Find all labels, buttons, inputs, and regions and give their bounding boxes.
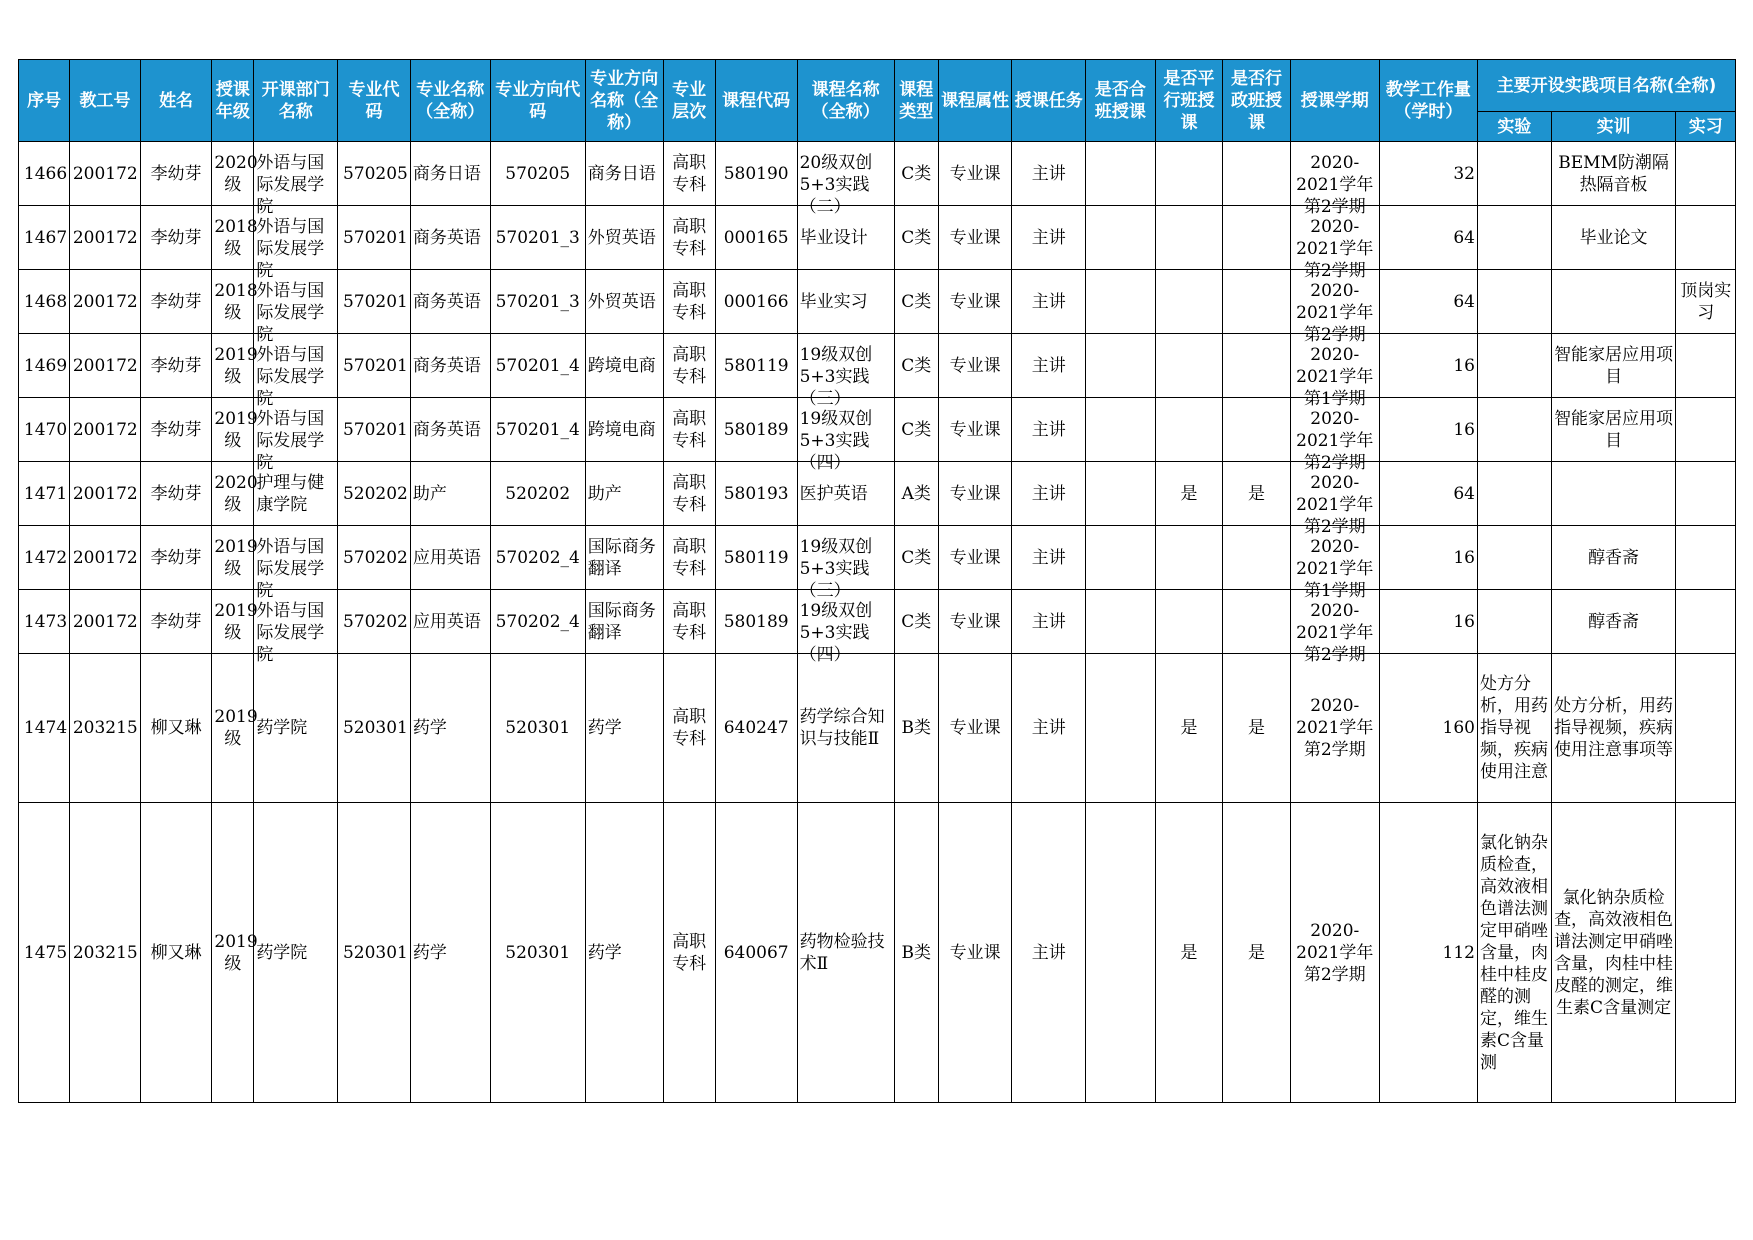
cell-course-type: B类 xyxy=(894,803,938,1103)
cell-grade: 2019级 xyxy=(212,526,254,590)
cell-name: 李幼芽 xyxy=(140,334,212,398)
cell-internship xyxy=(1676,206,1736,270)
cell-course-name: 19级双创5+3实践（三） xyxy=(797,526,894,590)
cell-dir-name: 跨境电商 xyxy=(585,398,663,462)
cell-level: 高职专科 xyxy=(663,526,715,590)
cell-major-code: 570201 xyxy=(338,334,411,398)
cell-level: 高职专科 xyxy=(663,206,715,270)
cell-level: 高职专科 xyxy=(663,334,715,398)
course-practice-table xyxy=(18,59,1736,1103)
cell-level: 高职专科 xyxy=(663,654,715,803)
cell-major-name: 商务英语 xyxy=(410,398,490,462)
cell-term: 2020-2021学年第2学期 xyxy=(1290,654,1379,803)
cell-seq: 1473 xyxy=(19,590,70,654)
cell-task: 主讲 xyxy=(1012,270,1086,334)
cell-dept: 外语与国际发展学院 xyxy=(254,206,338,270)
cell-admin-class: 是 xyxy=(1223,654,1291,803)
cell-dir-code: 570201_3 xyxy=(490,206,585,270)
cell-course-attr: 专业课 xyxy=(938,654,1012,803)
cell-level: 高职专科 xyxy=(663,270,715,334)
cell-admin-class xyxy=(1223,206,1291,270)
cell-major-code: 570202 xyxy=(338,590,411,654)
cell-merged xyxy=(1086,803,1156,1103)
cell-major-code: 520301 xyxy=(338,803,411,1103)
header-staff-id: 教工号 xyxy=(70,60,141,142)
cell-merged xyxy=(1086,142,1156,206)
cell-dir-code: 570205 xyxy=(490,142,585,206)
cell-training: 智能家居应用项目 xyxy=(1551,398,1676,462)
cell-course-code: 640247 xyxy=(715,654,797,803)
cell-major-code: 570201 xyxy=(338,270,411,334)
cell-merged xyxy=(1086,526,1156,590)
cell-internship xyxy=(1676,590,1736,654)
cell-training xyxy=(1551,462,1676,526)
header-term: 授课学期 xyxy=(1290,60,1379,142)
cell-parallel xyxy=(1155,526,1223,590)
cell-major-code: 570201 xyxy=(338,398,411,462)
cell-major-name: 商务英语 xyxy=(410,334,490,398)
cell-staff-id: 200172 xyxy=(70,206,141,270)
cell-dir-name: 药学 xyxy=(585,654,663,803)
cell-staff-id: 200172 xyxy=(70,270,141,334)
cell-dir-name: 药学 xyxy=(585,803,663,1103)
cell-training: BEMM防潮隔热隔音板 xyxy=(1551,142,1676,206)
cell-merged xyxy=(1086,334,1156,398)
header-parallel: 是否平行班授课 xyxy=(1155,60,1223,142)
header-task: 授课任务 xyxy=(1012,60,1086,142)
table-body xyxy=(19,142,1736,1103)
cell-training: 氯化钠杂质检查，高效液相色谱法测定甲硝唑含量，肉桂中桂皮醛的测定，维生素C含量测定 xyxy=(1551,803,1676,1103)
cell-term: 2020-2021学年第1学期 xyxy=(1290,526,1379,590)
cell-dir-code: 520301 xyxy=(490,803,585,1103)
cell-course-type: C类 xyxy=(894,526,938,590)
cell-parallel xyxy=(1155,270,1223,334)
table-row xyxy=(19,803,1736,1103)
cell-training: 醇香斋 xyxy=(1551,526,1676,590)
cell-course-attr: 专业课 xyxy=(938,334,1012,398)
cell-staff-id: 200172 xyxy=(70,462,141,526)
table-row xyxy=(19,590,1736,654)
table-row xyxy=(19,206,1736,270)
cell-workload: 64 xyxy=(1379,270,1477,334)
header-seq: 序号 xyxy=(19,60,70,142)
cell-dir-code: 520301 xyxy=(490,654,585,803)
cell-level: 高职专科 xyxy=(663,142,715,206)
header-name: 姓名 xyxy=(140,60,212,142)
table-row xyxy=(19,462,1736,526)
cell-course-code: 000165 xyxy=(715,206,797,270)
cell-training: 醇香斋 xyxy=(1551,590,1676,654)
cell-course-name: 药学综合知识与技能Ⅱ xyxy=(797,654,894,803)
cell-internship xyxy=(1676,398,1736,462)
cell-parallel: 是 xyxy=(1155,654,1223,803)
cell-task: 主讲 xyxy=(1012,206,1086,270)
cell-task: 主讲 xyxy=(1012,526,1086,590)
cell-course-type: A类 xyxy=(894,462,938,526)
cell-merged xyxy=(1086,398,1156,462)
cell-parallel xyxy=(1155,398,1223,462)
cell-grade: 2020级 xyxy=(212,142,254,206)
cell-course-type: C类 xyxy=(894,142,938,206)
cell-name: 李幼芽 xyxy=(140,590,212,654)
cell-level: 高职专科 xyxy=(663,462,715,526)
cell-experiment xyxy=(1477,270,1551,334)
cell-experiment xyxy=(1477,590,1551,654)
cell-task: 主讲 xyxy=(1012,398,1086,462)
table-row xyxy=(19,398,1736,462)
header-course-name: 课程名称（全称） xyxy=(797,60,894,142)
cell-dir-name: 助产 xyxy=(585,462,663,526)
cell-parallel xyxy=(1155,206,1223,270)
header-major-name: 专业名称（全称） xyxy=(410,60,490,142)
cell-experiment xyxy=(1477,142,1551,206)
cell-seq: 1469 xyxy=(19,334,70,398)
cell-parallel xyxy=(1155,590,1223,654)
cell-level: 高职专科 xyxy=(663,398,715,462)
cell-major-code: 570201 xyxy=(338,206,411,270)
cell-internship xyxy=(1676,334,1736,398)
cell-workload: 16 xyxy=(1379,334,1477,398)
header-grade: 授课年级 xyxy=(212,60,254,142)
header-dir-name: 专业方向名称（全称） xyxy=(585,60,663,142)
cell-seq: 1474 xyxy=(19,654,70,803)
cell-dir-code: 570202_4 xyxy=(490,526,585,590)
cell-admin-class xyxy=(1223,526,1291,590)
cell-workload: 32 xyxy=(1379,142,1477,206)
cell-dept: 药学院 xyxy=(254,803,338,1103)
cell-workload: 112 xyxy=(1379,803,1477,1103)
table-row xyxy=(19,654,1736,803)
cell-major-code: 520202 xyxy=(338,462,411,526)
cell-dir-name: 国际商务翻译 xyxy=(585,590,663,654)
cell-training: 毕业论文 xyxy=(1551,206,1676,270)
cell-major-code: 570202 xyxy=(338,526,411,590)
cell-staff-id: 200172 xyxy=(70,526,141,590)
cell-course-name: 毕业设计 xyxy=(797,206,894,270)
cell-dir-code: 570201_4 xyxy=(490,334,585,398)
cell-dept: 外语与国际发展学院 xyxy=(254,142,338,206)
cell-grade: 2019级 xyxy=(212,803,254,1103)
cell-workload: 64 xyxy=(1379,462,1477,526)
cell-seq: 1470 xyxy=(19,398,70,462)
cell-workload: 16 xyxy=(1379,398,1477,462)
cell-workload: 64 xyxy=(1379,206,1477,270)
cell-experiment xyxy=(1477,462,1551,526)
cell-task: 主讲 xyxy=(1012,654,1086,803)
cell-workload: 16 xyxy=(1379,526,1477,590)
header-dir-code: 专业方向代码 xyxy=(490,60,585,142)
cell-dir-name: 外贸英语 xyxy=(585,206,663,270)
header-dept: 开课部门名称 xyxy=(254,60,338,142)
cell-training xyxy=(1551,270,1676,334)
table-header xyxy=(19,60,1736,142)
cell-course-name: 19级双创5+3实践（四） xyxy=(797,398,894,462)
cell-training: 智能家居应用项目 xyxy=(1551,334,1676,398)
cell-course-name: 19级双创5+3实践（四） xyxy=(797,590,894,654)
table-row xyxy=(19,334,1736,398)
cell-parallel xyxy=(1155,334,1223,398)
cell-term: 2020-2021学年第2学期 xyxy=(1290,270,1379,334)
cell-major-name: 商务英语 xyxy=(410,206,490,270)
cell-major-name: 应用英语 xyxy=(410,590,490,654)
cell-internship xyxy=(1676,526,1736,590)
cell-dir-code: 570201_4 xyxy=(490,398,585,462)
cell-major-name: 应用英语 xyxy=(410,526,490,590)
cell-internship: 顶岗实习 xyxy=(1676,270,1736,334)
cell-course-type: C类 xyxy=(894,398,938,462)
cell-dept: 药学院 xyxy=(254,654,338,803)
cell-course-name: 19级双创5+3实践（三） xyxy=(797,334,894,398)
cell-task: 主讲 xyxy=(1012,590,1086,654)
cell-term: 2020-2021学年第2学期 xyxy=(1290,590,1379,654)
cell-major-name: 商务日语 xyxy=(410,142,490,206)
cell-merged xyxy=(1086,654,1156,803)
cell-grade: 2018级 xyxy=(212,270,254,334)
cell-major-name: 药学 xyxy=(410,654,490,803)
cell-name: 李幼芽 xyxy=(140,462,212,526)
cell-course-code: 000166 xyxy=(715,270,797,334)
cell-course-name: 医护英语 xyxy=(797,462,894,526)
cell-name: 李幼芽 xyxy=(140,526,212,590)
header-internship: 实习 xyxy=(1676,112,1736,142)
cell-course-code: 580119 xyxy=(715,334,797,398)
cell-name: 李幼芽 xyxy=(140,398,212,462)
cell-merged xyxy=(1086,590,1156,654)
cell-staff-id: 203215 xyxy=(70,654,141,803)
cell-staff-id: 200172 xyxy=(70,398,141,462)
cell-grade: 2019级 xyxy=(212,590,254,654)
cell-training: 处方分析，用药指导视频，疾病使用注意事项等 xyxy=(1551,654,1676,803)
cell-name: 李幼芽 xyxy=(140,270,212,334)
cell-course-code: 580189 xyxy=(715,590,797,654)
cell-experiment xyxy=(1477,206,1551,270)
cell-seq: 1475 xyxy=(19,803,70,1103)
cell-task: 主讲 xyxy=(1012,462,1086,526)
cell-staff-id: 200172 xyxy=(70,334,141,398)
cell-dept: 外语与国际发展学院 xyxy=(254,526,338,590)
cell-course-type: C类 xyxy=(894,206,938,270)
cell-experiment xyxy=(1477,398,1551,462)
cell-dir-code: 570201_3 xyxy=(490,270,585,334)
cell-dir-code: 520202 xyxy=(490,462,585,526)
cell-level: 高职专科 xyxy=(663,590,715,654)
cell-seq: 1472 xyxy=(19,526,70,590)
cell-term: 2020-2021学年第2学期 xyxy=(1290,398,1379,462)
cell-workload: 16 xyxy=(1379,590,1477,654)
cell-staff-id: 203215 xyxy=(70,803,141,1103)
cell-grade: 2018级 xyxy=(212,206,254,270)
cell-course-code: 580189 xyxy=(715,398,797,462)
header-training: 实训 xyxy=(1551,112,1676,142)
cell-grade: 2019级 xyxy=(212,654,254,803)
cell-course-name: 毕业实习 xyxy=(797,270,894,334)
cell-experiment: 氯化钠杂质检查，高效液相色谱法测定甲硝唑含量，肉桂中桂皮醛的测定，维生素C含量测 xyxy=(1477,803,1551,1103)
cell-course-code: 580190 xyxy=(715,142,797,206)
table-row xyxy=(19,270,1736,334)
cell-parallel: 是 xyxy=(1155,462,1223,526)
cell-course-attr: 专业课 xyxy=(938,142,1012,206)
cell-internship xyxy=(1676,654,1736,803)
cell-course-type: C类 xyxy=(894,590,938,654)
table-row xyxy=(19,526,1736,590)
cell-parallel: 是 xyxy=(1155,803,1223,1103)
cell-course-code: 580193 xyxy=(715,462,797,526)
cell-admin-class xyxy=(1223,590,1291,654)
header-merged: 是否合班授课 xyxy=(1086,60,1156,142)
cell-dir-code: 570202_4 xyxy=(490,590,585,654)
table-row xyxy=(19,142,1736,206)
header-course-type: 课程类型 xyxy=(894,60,938,142)
cell-term: 2020-2021学年第2学期 xyxy=(1290,142,1379,206)
cell-dir-name: 外贸英语 xyxy=(585,270,663,334)
cell-term: 2020-2021学年第1学期 xyxy=(1290,334,1379,398)
cell-admin-class xyxy=(1223,334,1291,398)
cell-grade: 2019级 xyxy=(212,334,254,398)
cell-dir-name: 国际商务翻译 xyxy=(585,526,663,590)
cell-name: 柳又琳 xyxy=(140,654,212,803)
cell-major-name: 助产 xyxy=(410,462,490,526)
cell-name: 柳又琳 xyxy=(140,803,212,1103)
cell-major-code: 520301 xyxy=(338,654,411,803)
cell-merged xyxy=(1086,206,1156,270)
cell-level: 高职专科 xyxy=(663,803,715,1103)
cell-course-attr: 专业课 xyxy=(938,526,1012,590)
header-workload: 教学工作量（学时） xyxy=(1379,60,1477,142)
cell-course-name: 20级双创5+3实践（二） xyxy=(797,142,894,206)
cell-workload: 160 xyxy=(1379,654,1477,803)
header-course-code: 课程代码 xyxy=(715,60,797,142)
cell-admin-class: 是 xyxy=(1223,803,1291,1103)
cell-major-code: 570205 xyxy=(338,142,411,206)
cell-merged xyxy=(1086,270,1156,334)
cell-course-type: B类 xyxy=(894,654,938,803)
header-experiment: 实验 xyxy=(1477,112,1551,142)
cell-term: 2020-2021学年第2学期 xyxy=(1290,462,1379,526)
cell-admin-class: 是 xyxy=(1223,462,1291,526)
cell-experiment xyxy=(1477,526,1551,590)
cell-admin-class xyxy=(1223,142,1291,206)
cell-dept: 外语与国际发展学院 xyxy=(254,398,338,462)
cell-dir-name: 商务日语 xyxy=(585,142,663,206)
cell-dept: 外语与国际发展学院 xyxy=(254,334,338,398)
cell-course-attr: 专业课 xyxy=(938,590,1012,654)
cell-internship xyxy=(1676,803,1736,1103)
cell-admin-class xyxy=(1223,270,1291,334)
cell-name: 李幼芽 xyxy=(140,142,212,206)
cell-course-code: 580119 xyxy=(715,526,797,590)
cell-task: 主讲 xyxy=(1012,803,1086,1103)
cell-parallel xyxy=(1155,142,1223,206)
header-major-code: 专业代码 xyxy=(338,60,411,142)
cell-course-type: C类 xyxy=(894,270,938,334)
cell-major-name: 药学 xyxy=(410,803,490,1103)
cell-grade: 2020级 xyxy=(212,462,254,526)
cell-seq: 1468 xyxy=(19,270,70,334)
cell-course-name: 药物检验技术Ⅱ xyxy=(797,803,894,1103)
cell-task: 主讲 xyxy=(1012,142,1086,206)
header-practice-group: 主要开设实践项目名称(全称) xyxy=(1477,60,1735,112)
cell-staff-id: 200172 xyxy=(70,590,141,654)
header-course-attr: 课程属性 xyxy=(938,60,1012,142)
cell-course-attr: 专业课 xyxy=(938,270,1012,334)
cell-course-attr: 专业课 xyxy=(938,803,1012,1103)
cell-seq: 1467 xyxy=(19,206,70,270)
cell-seq: 1466 xyxy=(19,142,70,206)
cell-experiment xyxy=(1477,334,1551,398)
cell-staff-id: 200172 xyxy=(70,142,141,206)
cell-term: 2020-2021学年第2学期 xyxy=(1290,803,1379,1103)
cell-dept: 护理与健康学院 xyxy=(254,462,338,526)
cell-dir-name: 跨境电商 xyxy=(585,334,663,398)
cell-task: 主讲 xyxy=(1012,334,1086,398)
cell-term: 2020-2021学年第2学期 xyxy=(1290,206,1379,270)
cell-seq: 1471 xyxy=(19,462,70,526)
cell-course-code: 640067 xyxy=(715,803,797,1103)
cell-dept: 外语与国际发展学院 xyxy=(254,270,338,334)
cell-course-attr: 专业课 xyxy=(938,398,1012,462)
cell-grade: 2019级 xyxy=(212,398,254,462)
cell-admin-class xyxy=(1223,398,1291,462)
header-level: 专业层次 xyxy=(663,60,715,142)
cell-course-attr: 专业课 xyxy=(938,206,1012,270)
cell-dept: 外语与国际发展学院 xyxy=(254,590,338,654)
header-admin-class: 是否行政班授课 xyxy=(1223,60,1291,142)
cell-major-name: 商务英语 xyxy=(410,270,490,334)
cell-name: 李幼芽 xyxy=(140,206,212,270)
cell-course-attr: 专业课 xyxy=(938,462,1012,526)
cell-internship xyxy=(1676,462,1736,526)
cell-merged xyxy=(1086,462,1156,526)
cell-course-type: C类 xyxy=(894,334,938,398)
cell-experiment: 处方分析，用药指导视频，疾病使用注意 xyxy=(1477,654,1551,803)
cell-internship xyxy=(1676,142,1736,206)
